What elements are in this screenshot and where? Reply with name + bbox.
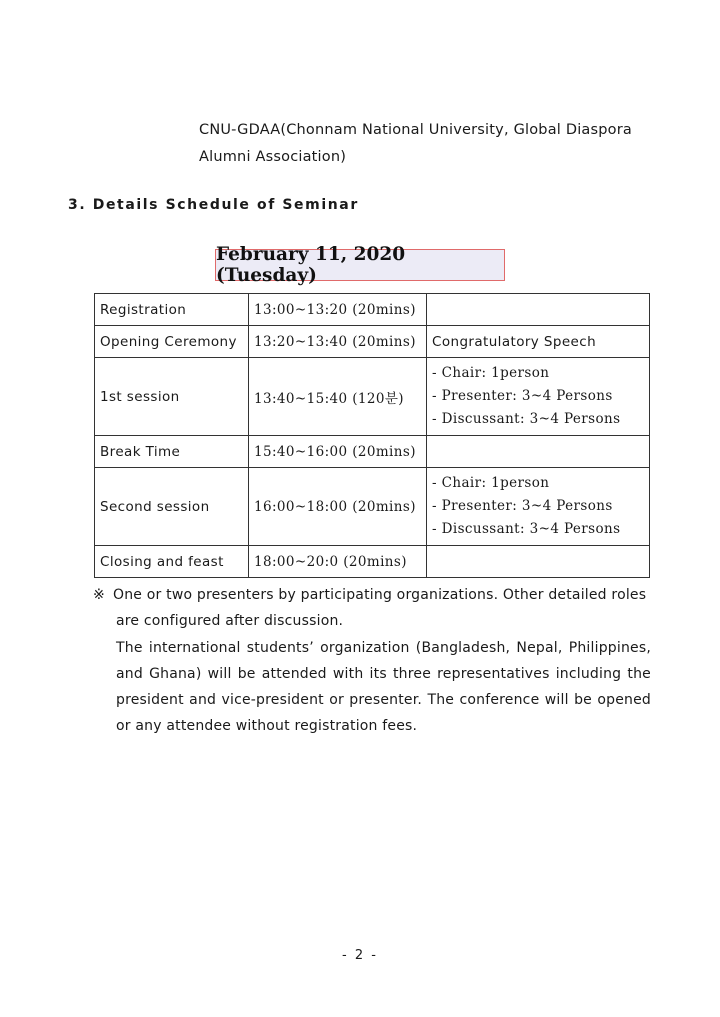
schedule-details xyxy=(427,294,650,326)
intro-line-2: Alumni Association) xyxy=(199,149,347,165)
schedule-item: Opening Ceremony xyxy=(95,326,249,358)
date-title: February 11, 2020 (Tuesday) xyxy=(216,244,406,286)
schedule-time: 13:20~13:40 (20mins) xyxy=(249,326,427,358)
schedule-details: Congratulatory Speech xyxy=(427,326,650,358)
reference-mark-icon: ※ xyxy=(93,587,105,603)
schedule-item: Registration xyxy=(95,294,249,326)
schedule-time: 18:00~20:0 (20mins) xyxy=(249,546,427,578)
section-heading: 3. Details Schedule of Seminar xyxy=(68,197,359,213)
note-first-line xyxy=(93,582,651,608)
schedule-details xyxy=(427,546,650,578)
schedule-item: Second session xyxy=(95,468,249,546)
note-block xyxy=(93,582,651,739)
table-row xyxy=(95,436,650,468)
table-row xyxy=(95,468,650,546)
schedule-details xyxy=(427,468,650,546)
detail-line: - Discussant: 3~4 Persons xyxy=(432,411,621,427)
schedule-details xyxy=(427,358,650,436)
note-paragraph: The international students’ organization (Bangladesh, Nepal, Philippines, and Ghana) will be attended with its three representatives including the president and vice-president or presenter. The conference will be opened or any attendee without registration fees. xyxy=(116,640,651,734)
schedule-item: 1st session xyxy=(95,358,249,436)
intro-paragraph xyxy=(199,117,639,171)
table-row xyxy=(95,546,650,578)
detail-line: - Chair: 1person xyxy=(432,365,550,381)
date-title-box xyxy=(215,244,505,286)
detail-line: - Presenter: 3~4 Persons xyxy=(432,388,613,404)
schedule-time: 16:00~18:00 (20mins) xyxy=(249,468,427,546)
schedule-item: Closing and feast xyxy=(95,546,249,578)
page-number: - 2 - xyxy=(342,948,378,963)
table-row xyxy=(95,294,650,326)
note-line-2: are configured after discussion. xyxy=(116,613,344,629)
schedule-time: 13:00~13:20 (20mins) xyxy=(249,294,427,326)
detail-line: - Chair: 1person xyxy=(432,475,550,491)
schedule-item: Break Time xyxy=(95,436,249,468)
note-line-1: One or two presenters by participating organizations. Other detailed roles xyxy=(113,587,647,603)
table-row xyxy=(95,358,650,436)
schedule-details xyxy=(427,436,650,468)
intro-line-1: CNU-GDAA(Chonnam National University, Global Diaspora xyxy=(199,122,632,138)
schedule-time: 13:40~15:40 (120분) xyxy=(249,358,427,436)
schedule-time: 15:40~16:00 (20mins) xyxy=(249,436,427,468)
schedule-table xyxy=(94,293,650,578)
detail-line: - Discussant: 3~4 Persons xyxy=(432,521,621,537)
detail-line: - Presenter: 3~4 Persons xyxy=(432,498,613,514)
table-row xyxy=(95,326,650,358)
